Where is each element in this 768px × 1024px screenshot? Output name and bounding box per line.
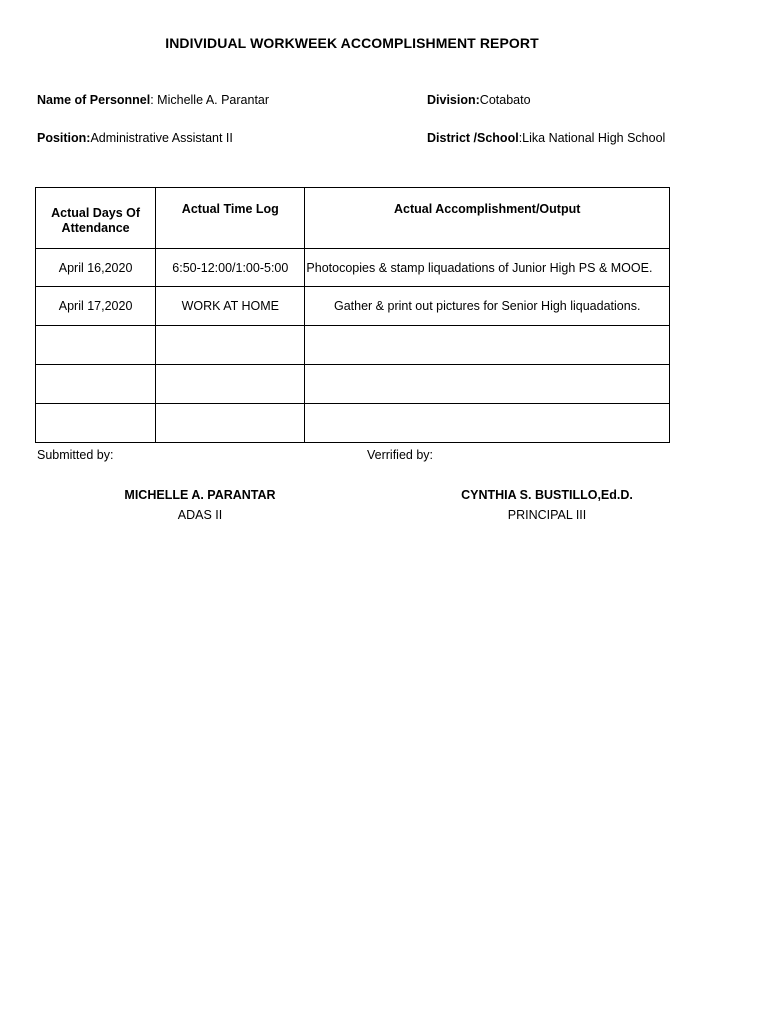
table-cell-date: April 17,2020	[36, 287, 156, 326]
name-of-personnel-value: : Michelle A. Parantar	[150, 93, 270, 107]
table-cell-date: April 16,2020	[36, 249, 156, 287]
district-school-value: :Lika National High School	[518, 131, 666, 145]
position-label: Position:	[37, 131, 91, 145]
table-cell-time-log	[156, 365, 305, 404]
table-row	[36, 365, 670, 404]
verifier-role: PRINCIPAL III	[507, 508, 587, 522]
division-label: Division:	[427, 93, 480, 107]
verifier-name: CYNTHIA S. BUSTILLO,Ed.D.	[461, 488, 633, 502]
division-value: Cotabato	[479, 93, 531, 107]
table-cell-time-log: 6:50-12:00/1:00-5:00	[156, 249, 305, 287]
division-field	[427, 93, 531, 107]
table-row	[36, 326, 670, 365]
table-cell-date	[36, 365, 156, 404]
table-row	[36, 404, 670, 443]
district-school-field	[427, 131, 665, 145]
table-cell-date	[36, 404, 156, 443]
submitter-name: MICHELLE A. PARANTAR	[124, 488, 276, 502]
table-cell-accomplishment: Photocopies & stamp liquadations of Junior High PS & MOOE.	[305, 249, 670, 287]
table-cell-accomplishment	[305, 365, 670, 404]
accomplishment-table	[35, 187, 670, 443]
name-of-personnel-field	[37, 93, 269, 107]
table-header-row	[36, 188, 670, 249]
table-cell-time-log	[156, 404, 305, 443]
header-time-log: Actual Time Log	[156, 188, 305, 249]
header-accomplishment: Actual Accomplishment/Output	[305, 188, 670, 249]
position-value: Administrative Assistant II	[90, 131, 233, 145]
table-cell-time-log: WORK AT HOME	[156, 287, 305, 326]
table-cell-accomplishment	[305, 404, 670, 443]
report-title: INDIVIDUAL WORKWEEK ACCOMPLISHMENT REPORT	[165, 35, 539, 51]
position-field	[37, 131, 233, 145]
submitter-role: ADAS II	[177, 508, 223, 522]
table-cell-date	[36, 326, 156, 365]
district-school-label: District /School	[427, 131, 519, 145]
table-row	[36, 287, 670, 326]
header-days-of-attendance: Actual Days Of Attendance	[36, 188, 156, 249]
table-cell-time-log	[156, 326, 305, 365]
table-cell-accomplishment: Gather & print out pictures for Senior High liquadations.	[305, 287, 670, 326]
table-row	[36, 249, 670, 287]
table-cell-accomplishment	[305, 326, 670, 365]
verified-by-label: Verrified by:	[367, 448, 434, 462]
submitted-by-label: Submitted by:	[37, 448, 114, 462]
name-of-personnel-label: Name of Personnel	[37, 93, 151, 107]
